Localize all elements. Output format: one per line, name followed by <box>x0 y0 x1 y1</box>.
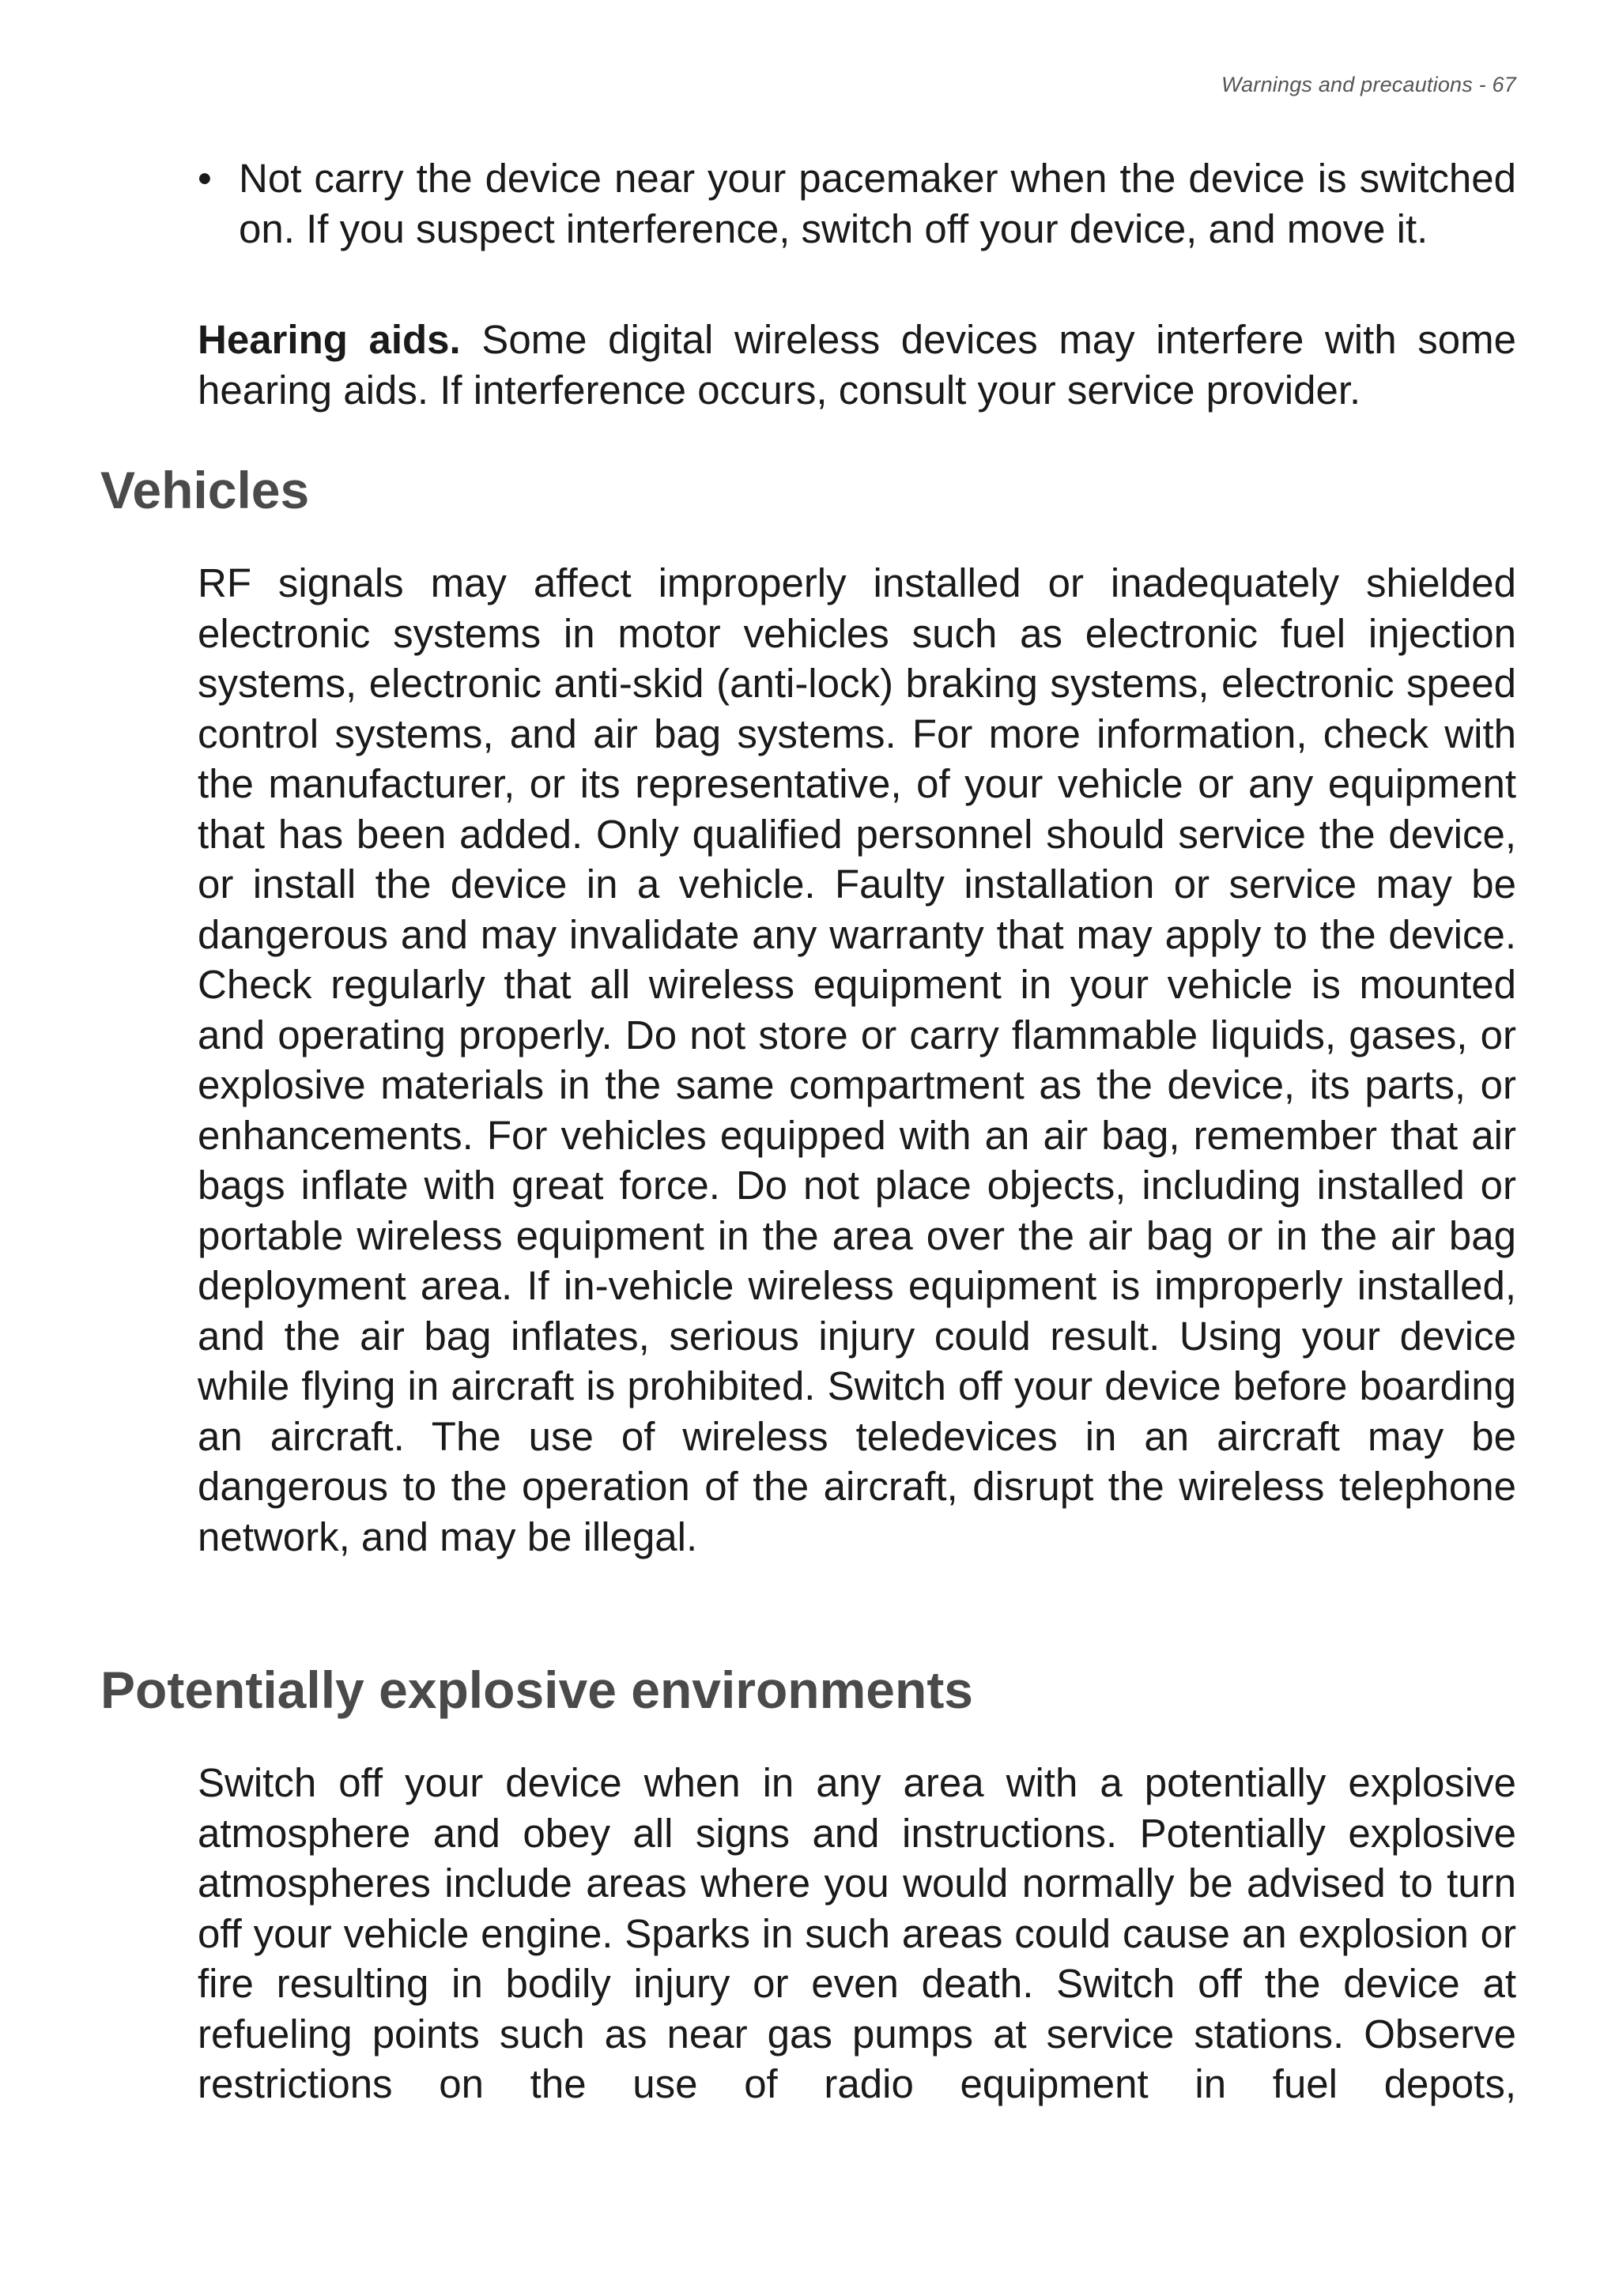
explosive-environments-heading: Potentially explosive environments <box>100 1661 974 1719</box>
vehicles-paragraph: RF signals may affect improperly installed or inadequately shielded electronic systems in motor vehicles such as electronic fuel injection systems, electronic anti-skid (anti-lock) braking systems, electronic speed control systems, and air bag systems. For more information, check with the manufacturer, or its representative, of your vehicle or any equipment that has been added. Only qualified personnel should service the device, or install the device in a vehicle. Faulty installation or service may be dangerous and may invalidate any warranty that may apply to the device. Check regularly that all wireless equipment in your vehicle is mounted and operating properly. Do not store or carry flammable liquids, gases, or explosive materials in the same compartment as the device, its parts, or enhancements. For vehicles equipped with an air bag, remember that air bags inflate with great force. Do not place objects, including installed or portable wireless equipment in the area over the air bag or in the air bag deployment area. If in-vehicle wireless equipment is improperly installed, and the air bag inflates, serious injury could result. Using your device while flying in aircraft is prohibited. Switch off your device before boarding an aircraft. The use of wireless teledevices in an aircraft may be dangerous to the operation of the aircraft, disrupt the wireless telephone network, and may be illegal. <box>198 560 1516 1559</box>
hearing-aids-lead: Hearing aids. <box>198 317 461 362</box>
hearing-aids-paragraph <box>198 315 1516 415</box>
running-header: Warnings and precautions - 67 <box>1221 73 1516 96</box>
explosive-environments-paragraph: Switch off your device when in any area with a potentially explosive atmosphere and obey all signs and instructions. Potentially explosive atmospheres include areas where you would normally be advised to turn off your vehicle engine. Sparks in such areas could cause an explosion or fire resulting in bodily injury or even death. Switch off the device at refueling points such as near gas pumps at service stations. Observe restrictions on the use of radio equipment in fuel depots, <box>198 1760 1516 2106</box>
bullet-mark: • <box>198 156 212 201</box>
pacemaker-bullet-text: Not carry the device near your pacemaker when the device is switched on. If you suspect interference, switch off your device, and move it. <box>239 156 1516 251</box>
pacemaker-bullet-item <box>198 153 1516 254</box>
vehicles-heading: Vehicles <box>100 461 310 519</box>
hearing-aids-text: Some digital wireless devices may interfere with some hearing aids. If interference occurs, consult your service provider. <box>198 317 1516 413</box>
